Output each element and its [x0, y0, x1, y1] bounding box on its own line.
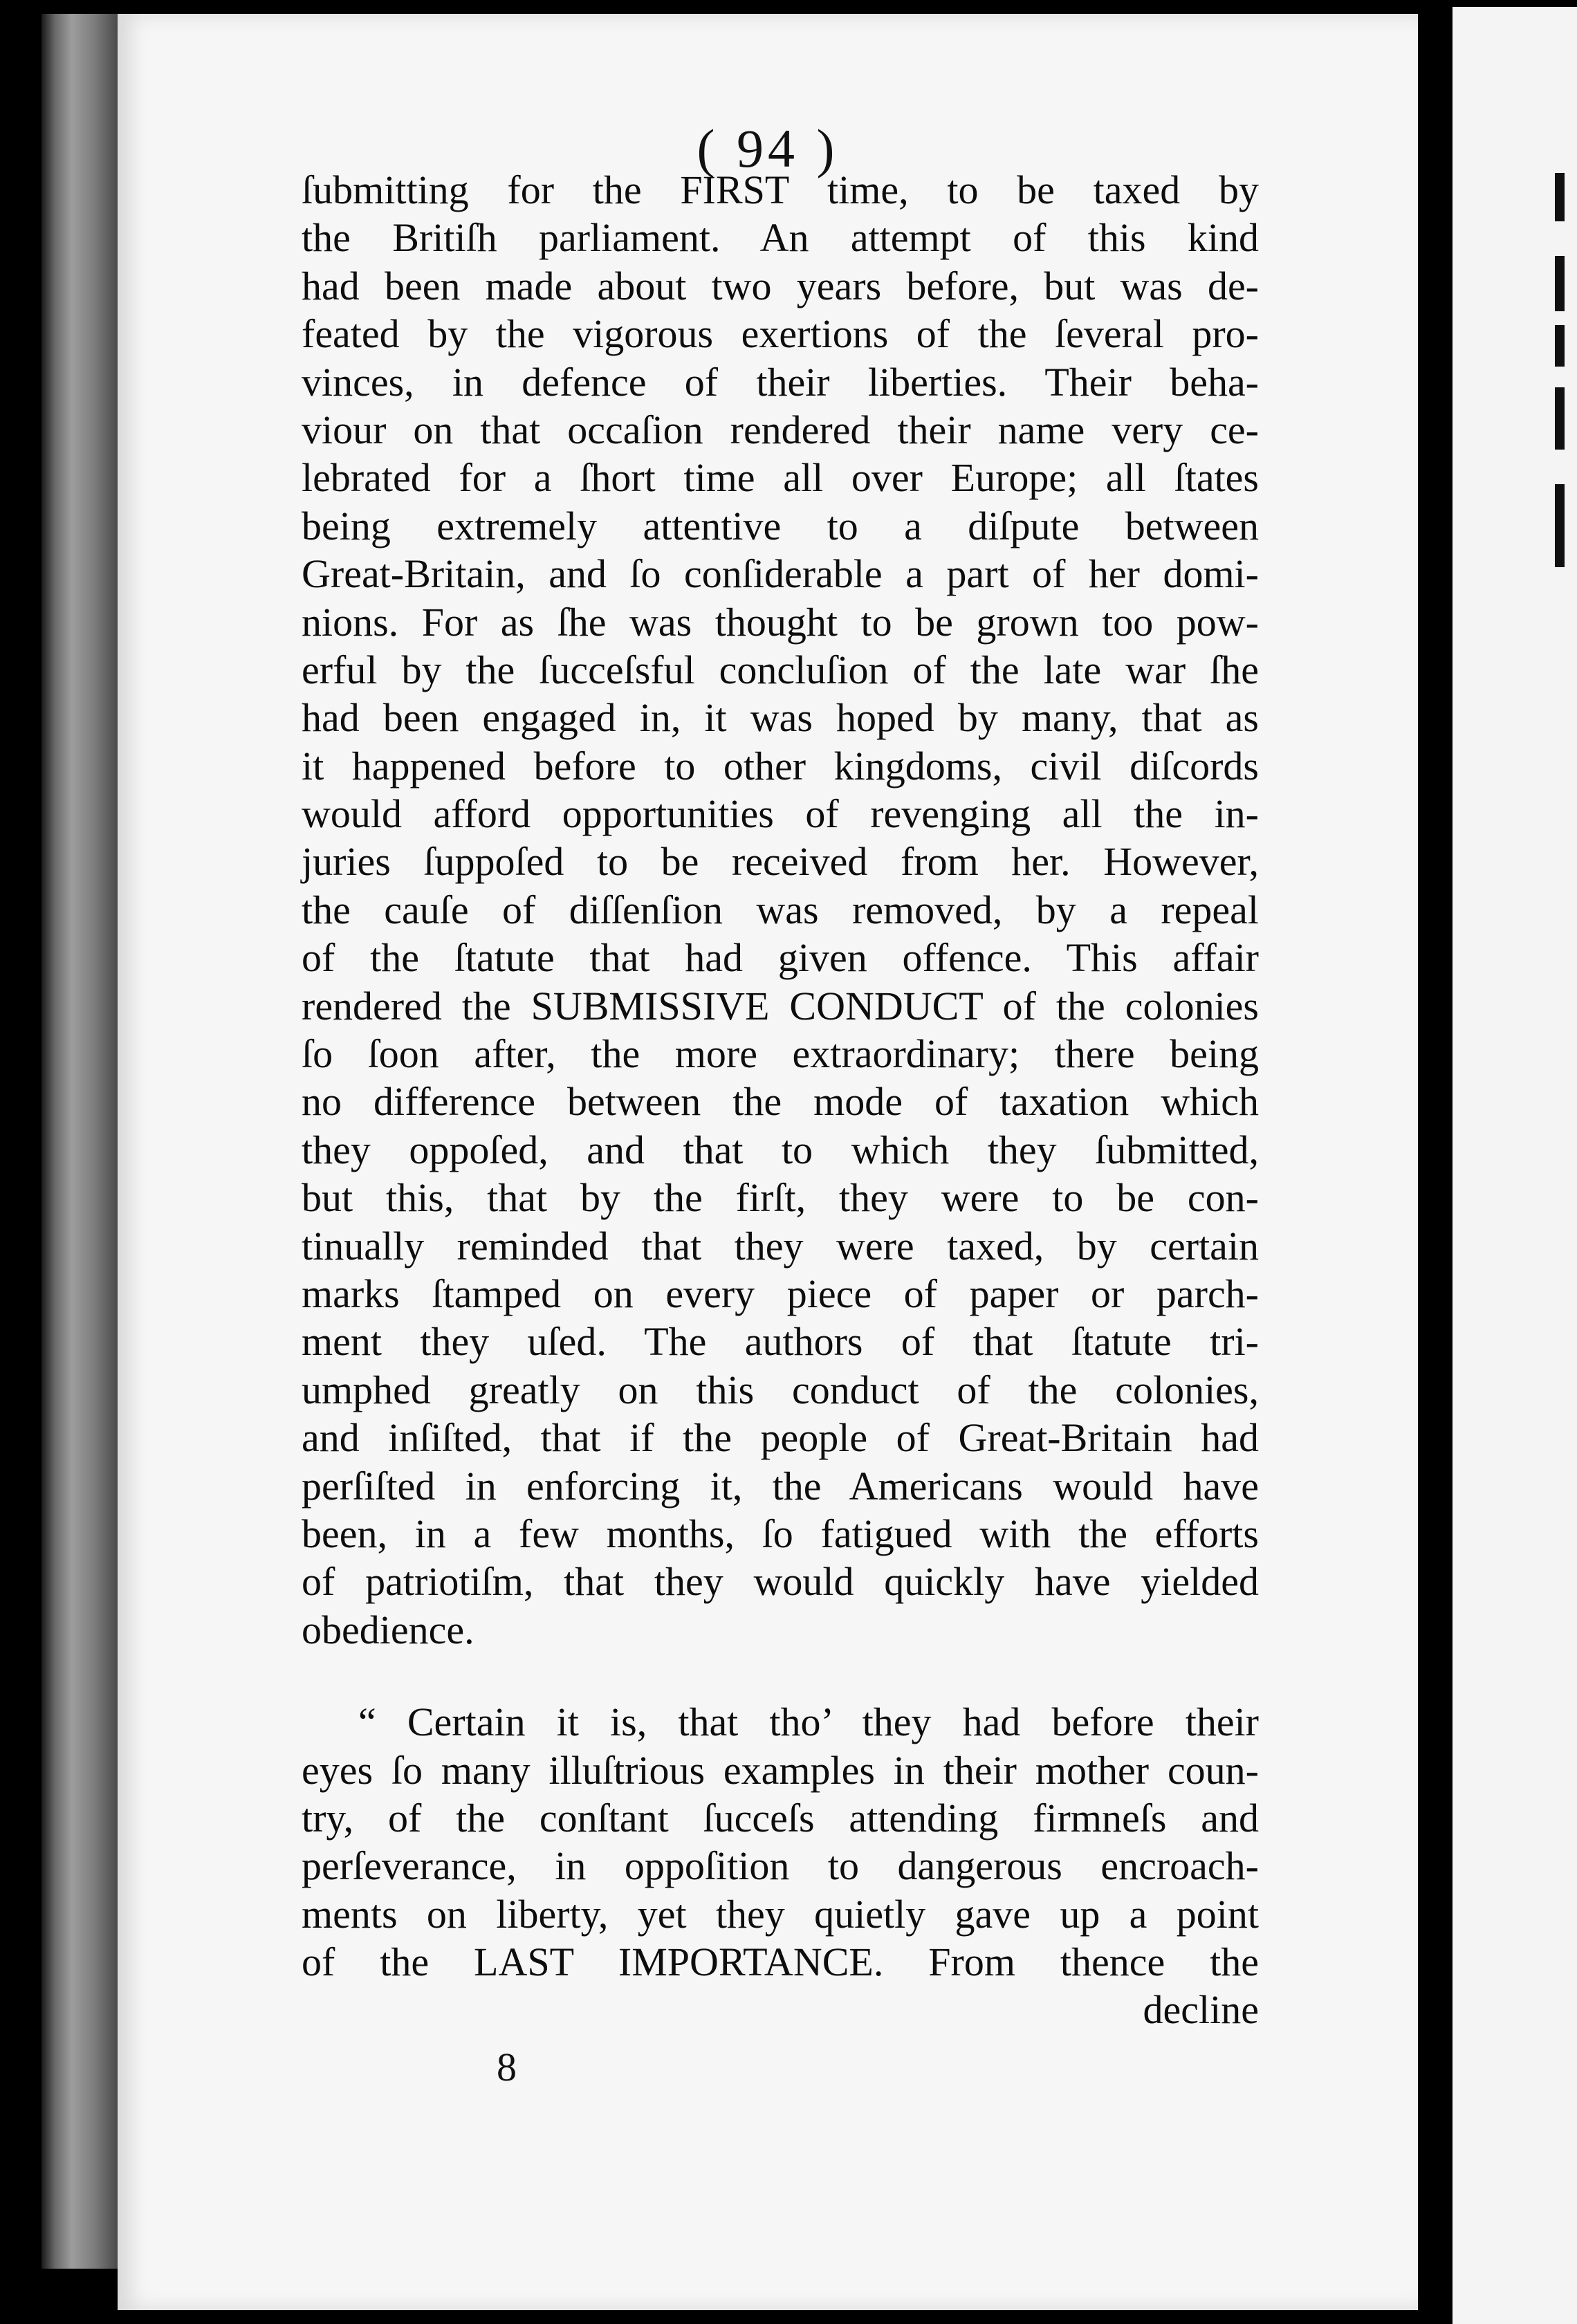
- book-binding: [42, 14, 118, 2269]
- page-number: ( 94 ): [697, 118, 839, 178]
- text-line: rendered the SUBMISSIVE CONDUCT of the colonies: [302, 983, 1259, 1029]
- text-line: ment they uſed. The authors of that ſtatute tri-: [302, 1319, 1259, 1365]
- text-line: erful by the ſucceſsful concluſion of the late war ſhe: [302, 647, 1259, 692]
- text-line: and inſiſted, that if the people of Great-Britain had: [302, 1415, 1259, 1461]
- text-line: perſiſted in enforcing it, the Americans would have: [302, 1463, 1259, 1509]
- text-line: “ Certain it is, that tho’ they had before their: [358, 1699, 1259, 1745]
- catchword: decline: [1143, 1987, 1259, 2033]
- text-line: would afford opportunities of revenging all the in-: [302, 791, 1259, 837]
- text-line: had been engaged in, it was hoped by many, that as: [302, 695, 1259, 741]
- text-line: umphed greatly on this conduct of the colonies,: [302, 1367, 1259, 1412]
- text-line: no difference between the mode of taxation which: [302, 1079, 1259, 1125]
- text-line: try, of the conſtant ſucceſs attending firmneſs and: [302, 1795, 1259, 1841]
- text-line: nions. For as ſhe was thought to be grown too pow-: [302, 599, 1259, 645]
- text-line: they oppoſed, and that to which they ſubmitted,: [302, 1127, 1259, 1172]
- body-text: [302, 166, 1259, 2034]
- text-line: ſo ſoon after, the more extraordinary; there being: [302, 1031, 1259, 1077]
- text-line: obedience.: [302, 1607, 474, 1652]
- signature-mark: 8: [497, 2045, 517, 2090]
- text-line: vinces, in defence of their liberties. Their beha-: [302, 359, 1259, 405]
- text-line: the cauſe of diſſenſion was removed, by a repeal: [302, 887, 1259, 932]
- text-line: marks ſtamped on every piece of paper or parch-: [302, 1271, 1259, 1316]
- text-line: had been made about two years before, but was de-: [302, 263, 1259, 308]
- text-line: eyes ſo many illuſtrious examples in their mother coun-: [302, 1747, 1259, 1793]
- text-line: lebrated for a ſhort time all over Europe; all ſtates: [302, 455, 1259, 501]
- text-line: been, in a few months, ſo fatigued with the efforts: [302, 1511, 1259, 1556]
- text-line: the Britiſh parliament. An attempt of this kind: [302, 215, 1259, 261]
- text-line: tinually reminded that they were taxed, by certain: [302, 1223, 1259, 1269]
- text-line: ments on liberty, yet they quietly gave up a point: [302, 1891, 1259, 1937]
- text-line: being extremely attentive to a diſpute between: [302, 503, 1259, 548]
- text-line: of patriotiſm, that they would quickly have yielded: [302, 1559, 1259, 1605]
- text-line: perſeverance, in oppoſition to dangerous encroach-: [302, 1843, 1259, 1889]
- text-line: but this, that by the firſt, they were to be con-: [302, 1175, 1259, 1221]
- text-line: juries ſuppoſed to be received from her. However,: [302, 839, 1259, 885]
- text-line: feated by the vigorous exertions of the ſeveral pro-: [302, 311, 1259, 357]
- text-line: Great-Britain, and ſo conſiderable a part of her domi-: [302, 551, 1259, 597]
- text-line: it happened before to other kingdoms, civil diſcords: [302, 743, 1259, 788]
- text-line: viour on that occaſion rendered their name very ce-: [302, 407, 1259, 452]
- paragraph-gap: [302, 1654, 1259, 1698]
- text-line: of the LAST IMPORTANCE. From thence the: [302, 1939, 1259, 1985]
- text-line: ſubmitting for the FIRST time, to be taxed by: [302, 167, 1259, 212]
- text-line: of the ſtatute that had given offence. This affair: [302, 935, 1259, 981]
